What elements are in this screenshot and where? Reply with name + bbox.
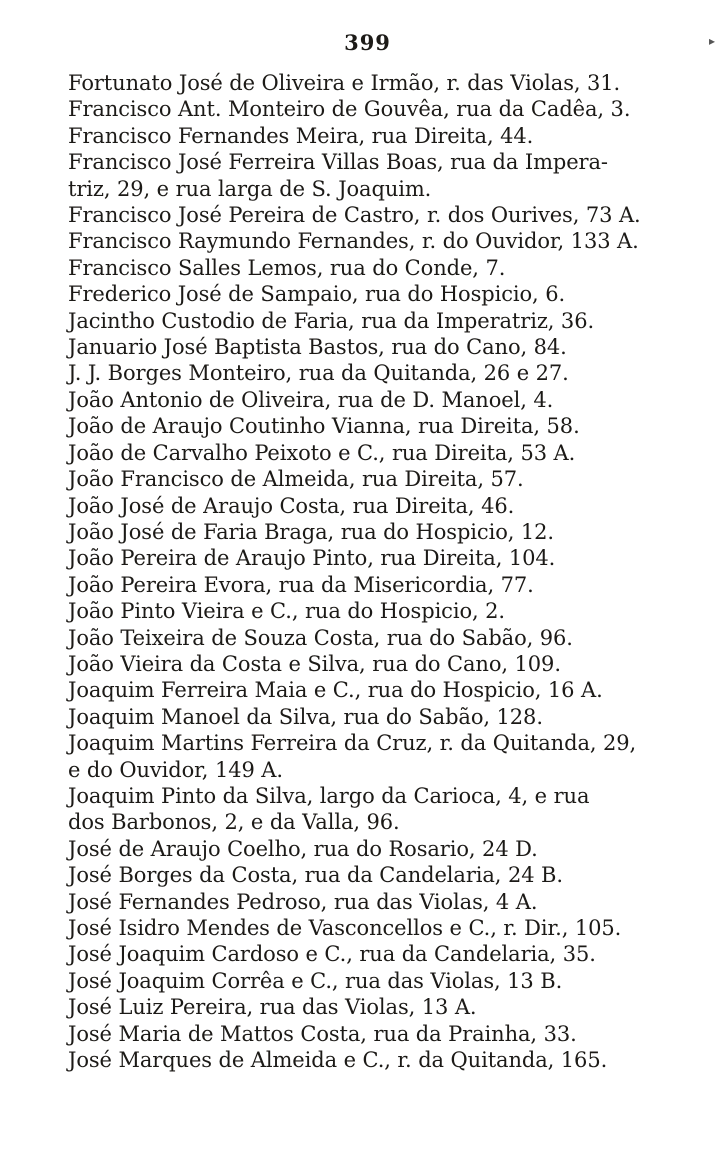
entry-line: Joaquim Martins Ferreira da Cruz, r. da Quitanda, 29, <box>68 731 637 756</box>
directory-entry <box>68 149 668 202</box>
page-number: 399 <box>344 30 391 55</box>
directory-entry <box>68 651 668 677</box>
directory-entry <box>68 440 668 466</box>
entry-line: José Joaquim Corrêa e C., rua das Violas, 13 B. <box>68 968 563 993</box>
entry-line: Joaquim Ferreira Maia e C., rua do Hospicio, 16 A. <box>68 678 603 703</box>
entry-continuation-line: triz, 29, e rua larga de S. Joaquim. <box>68 176 432 201</box>
entry-line: João José de Araujo Costa, rua Direita, 46. <box>68 493 515 518</box>
entry-line: João Pereira de Araujo Pinto, rua Direita, 104. <box>68 546 556 571</box>
entry-line: João Vieira da Costa e Silva, rua do Cano, 109. <box>68 651 561 676</box>
entry-line: João Pereira Evora, rua da Misericordia, 77. <box>68 572 534 597</box>
directory-entry <box>68 466 668 492</box>
directory-entry <box>68 123 668 149</box>
entry-line: João Antonio de Oliveira, rua de D. Manoel, 4. <box>68 387 554 412</box>
directory-entry <box>68 677 668 703</box>
directory-entry <box>68 228 668 254</box>
entry-line: José Isidro Mendes de Vasconcellos e C., r. Dir., 105. <box>68 916 622 940</box>
entry-continuation-line: dos Barbonos, 2, e da Valla, 96. <box>68 810 400 835</box>
entry-line: José Joaquim Cardoso e C., rua da Candelaria, 35. <box>68 942 596 967</box>
entry-line: Francisco José Pereira de Castro, r. dos Ourives, 73 A. <box>68 203 641 228</box>
directory-entry <box>68 625 668 651</box>
directory-entry <box>68 519 668 545</box>
directory-entry <box>68 334 668 360</box>
entry-continuation-line: e do Ouvidor, 149 A. <box>68 757 283 782</box>
directory-entry <box>68 1021 668 1047</box>
entry-line: Joaquim Manoel da Silva, rua do Sabão, 128. <box>68 704 543 729</box>
directory-entry <box>68 1047 668 1073</box>
entry-line: José de Araujo Coelho, rua do Rosario, 24 D. <box>68 836 538 861</box>
entry-line: José Luiz Pereira, rua das Violas, 13 A. <box>68 995 477 1020</box>
entry-line: Francisco José Ferreira Villas Boas, rua da Impera- <box>68 150 608 175</box>
entry-line: João Francisco de Almeida, rua Direita, 57. <box>68 467 524 492</box>
entry-line: Frederico José de Sampaio, rua do Hospicio, 6. <box>68 282 566 307</box>
entry-line: Francisco Salles Lemos, rua do Conde, 7. <box>68 255 506 280</box>
entry-line: José Maria de Mattos Costa, rua da Prainha, 33. <box>68 1021 577 1046</box>
entry-line: José Marques de Almeida e C., r. da Quitanda, 165. <box>68 1048 608 1073</box>
directory-entry <box>68 862 668 888</box>
directory-entries <box>68 70 668 1073</box>
directory-entry <box>68 545 668 571</box>
entry-line: J. J. Borges Monteiro, rua da Quitanda, 26 e 27. <box>68 361 569 386</box>
entry-line: José Borges da Costa, rua da Candelaria, 24 B. <box>68 863 563 888</box>
entry-line: José Fernandes Pedroso, rua das Violas, 4 A. <box>68 889 538 914</box>
entry-line: Fortunato José de Oliveira e Irmão, r. das Violas, 31. <box>68 71 621 95</box>
directory-entry <box>68 889 668 915</box>
directory-entry <box>68 783 668 836</box>
entry-line: Joaquim Pinto da Silva, largo da Carioca, 4, e rua <box>68 783 590 808</box>
directory-entry <box>68 202 668 228</box>
entry-line: Francisco Raymundo Fernandes, r. do Ouvidor, 133 A. <box>68 229 639 254</box>
directory-entry <box>68 598 668 624</box>
directory-entry <box>68 836 668 862</box>
directory-entry <box>68 308 668 334</box>
directory-entry <box>68 941 668 967</box>
entry-line: Francisco Ant. Monteiro de Gouvêa, rua da Cadêa, 3. <box>68 97 631 122</box>
directory-entry <box>68 730 668 783</box>
directory-entry <box>68 915 668 941</box>
directory-entry <box>68 493 668 519</box>
directory-entry <box>68 387 668 413</box>
corner-mark: ▸ <box>708 34 715 48</box>
directory-entry <box>68 994 668 1020</box>
directory-entry <box>68 360 668 386</box>
directory-entry <box>68 281 668 307</box>
entry-line: João José de Faria Braga, rua do Hospicio, 12. <box>68 519 554 544</box>
directory-entry <box>68 968 668 994</box>
directory-entry <box>68 255 668 281</box>
directory-entry <box>68 572 668 598</box>
entry-line: Januario José Baptista Bastos, rua do Cano, 84. <box>68 335 567 360</box>
entry-line: João de Araujo Coutinho Vianna, rua Direita, 58. <box>68 414 580 439</box>
entry-line: João Pinto Vieira e C., rua do Hospicio, 2. <box>68 599 505 624</box>
entry-line: João de Carvalho Peixoto e C., rua Direita, 53 A. <box>68 440 576 465</box>
directory-entry <box>68 96 668 122</box>
directory-entry <box>68 704 668 730</box>
entry-line: Jacintho Custodio de Faria, rua da Imperatriz, 36. <box>68 308 595 333</box>
entry-line: João Teixeira de Souza Costa, rua do Sabão, 96. <box>68 625 573 650</box>
directory-entry <box>68 70 668 96</box>
directory-entry <box>68 413 668 439</box>
entry-line: Francisco Fernandes Meira, rua Direita, 44. <box>68 123 534 148</box>
